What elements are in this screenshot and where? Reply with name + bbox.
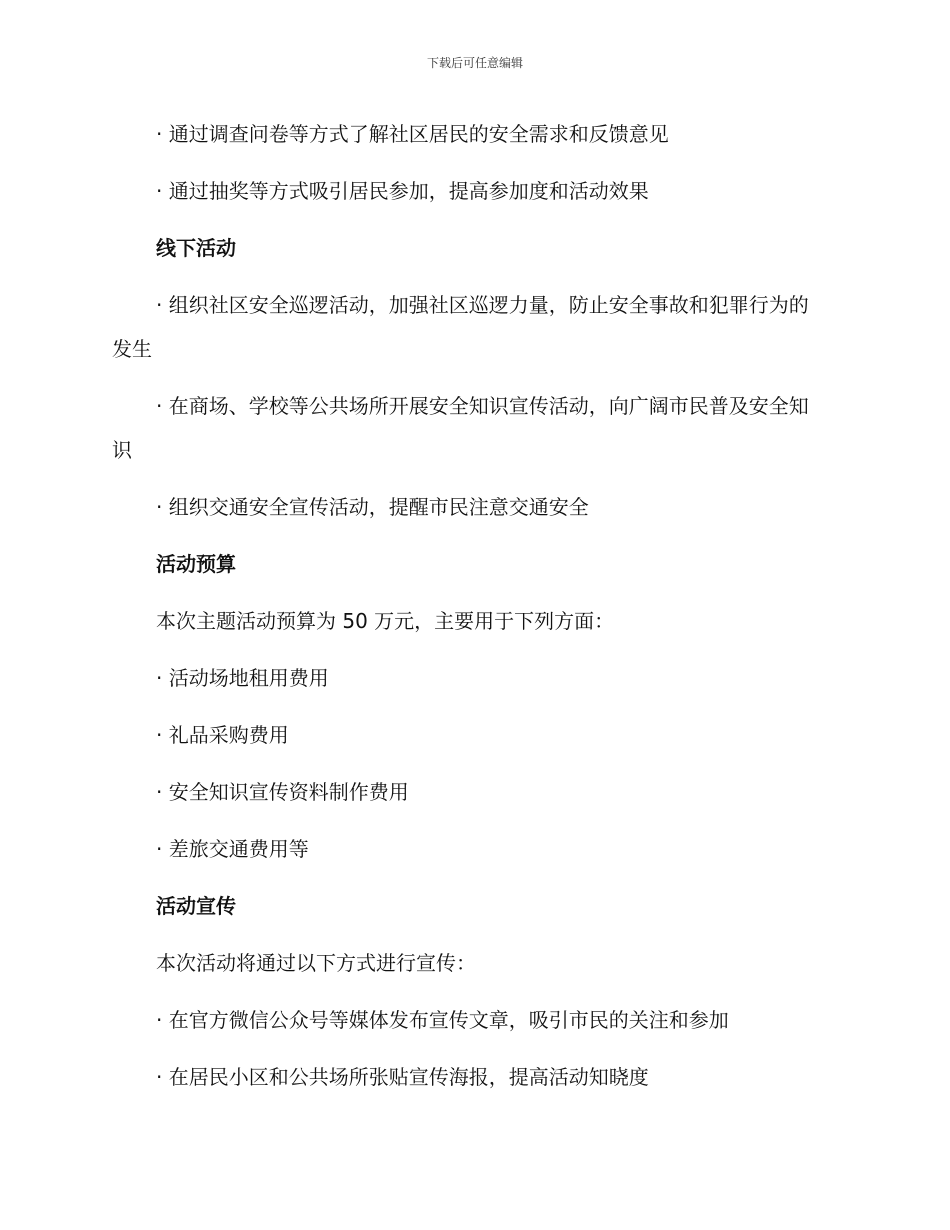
bullet-item: · 在居民小区和公共场所张贴宣传海报，提高活动知晓度 [156, 1065, 649, 1089]
section-heading: 线下活动 [156, 236, 236, 260]
bullet-item: · 差旅交通费用等 [156, 837, 309, 861]
bullet-item: · 安全知识宣传资料制作费用 [156, 780, 409, 804]
bullet-item: · 通过调查问卷等方式了解社区居民的安全需求和反馈意见 [156, 122, 669, 146]
paragraph: 本次主题活动预算为 50 万元，主要用于下列方面： [156, 609, 615, 633]
section-heading: 活动宣传 [156, 894, 236, 918]
section-heading: 活动预算 [156, 552, 236, 576]
bullet-item: · 活动场地租用费用 [156, 666, 329, 690]
bullet-item: · 在商场、学校等公共场所开展安全知识宣传活动，向广阔市民普及安全知识 [112, 394, 809, 462]
bullet-item: · 在官方微信公众号等媒体发布宣传文章，吸引市民的关注和参加 [156, 1008, 729, 1032]
bullet-item: · 组织社区安全巡逻活动，加强社区巡逻力量，防止安全事故和犯罪行为的发生 [112, 293, 809, 361]
bullet-item: · 通过抽奖等方式吸引居民参加，提高参加度和活动效果 [156, 179, 649, 203]
bullet-item: · 组织交通安全宣传活动，提醒市民注意交通安全 [156, 495, 589, 519]
document-body [112, 112, 824, 1112]
header-note: 下载后可任意编辑 [426, 56, 523, 70]
bullet-item: · 礼品采购费用 [156, 723, 289, 747]
paragraph: 本次活动将通过以下方式进行宣传： [156, 951, 476, 975]
